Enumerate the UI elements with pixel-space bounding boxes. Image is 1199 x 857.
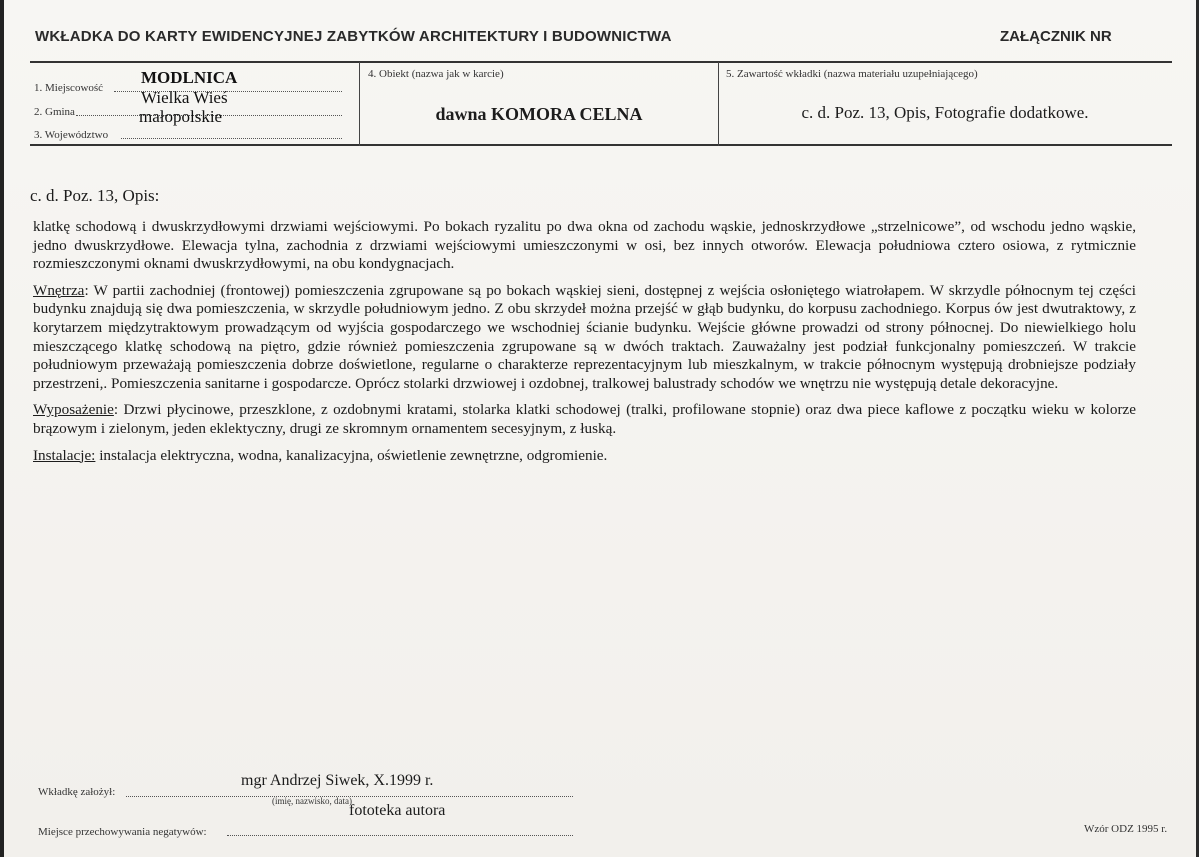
author-label: Wkładkę założył: xyxy=(38,786,116,798)
storage-dotted-line xyxy=(227,835,573,836)
place-value: MODLNICA xyxy=(141,68,238,87)
object-label: 4. Obiekt (nazwa jak w karcie) xyxy=(368,68,504,80)
form-reference: Wzór ODZ 1995 r. xyxy=(1084,823,1168,835)
paragraph-interior xyxy=(33,282,1136,394)
voivodeship-dotted-line xyxy=(121,138,342,139)
paragraph-elevations: klatkę schodową i dwuskrzydłowymi drzwiami wejściowymi. Po bokach ryzalitu po dwa okna od zachodu wąskie, jednoskrzydłowe „strzelnicowe”, od wschodu jedno wąskie, jedno dwuskrzydłowe. Elewacja tylna, zachodnia z drzwiami wejściowymi umieszczonymi w osi, bez innych otworów. Elewacja południowa cztero osiowa, z rytmicznie rozmieszczonymi oknami dwuskrzydłowymi, na obu kondygnacjach. xyxy=(33,218,1136,273)
header-bottom-rule xyxy=(30,144,1172,146)
place-label: 1. Miejscowość xyxy=(34,82,104,94)
object-value xyxy=(360,104,718,125)
equipment-label: Wyposażenie xyxy=(33,401,114,419)
paragraph-installations xyxy=(33,447,1136,466)
commune-label: 2. Gmina xyxy=(34,106,75,118)
header-top-rule xyxy=(30,61,1172,63)
voivodeship-label: 3. Województwo xyxy=(34,129,109,141)
installations-label: Instalacje: xyxy=(33,446,96,464)
equipment-text: : Drzwi płycinowe, przeszklone, z ozdobnymi kratami, stolarka klatki schodowej (tralki, profilowane stopnie) oraz dwa piece kaflowe z początku wieku w kolorze brązowym i zielonym, jeden eklektyczny, drugi ze skromnym ornamentem secesyjnym, z łuską. xyxy=(33,401,1136,437)
voivodeship-value: małopolskie xyxy=(139,107,223,126)
commune-value: Wielka Wieś xyxy=(141,88,228,107)
contents-value: c. d. Poz. 13, Opis, Fotografie dodatkowe. xyxy=(801,103,1089,122)
contents-label: 5. Zawartość wkładki (nazwa materiału uzupełniającego) xyxy=(726,68,978,80)
installations-text: instalacja elektryczna, wodna, kanalizacyjna, oświetlenie zewnętrzne, odgromienie. xyxy=(95,446,608,464)
storage-value: fototeka autora xyxy=(349,802,446,819)
object-value-name: KOMORA CELNA xyxy=(491,104,643,124)
interior-label: Wnętrza xyxy=(33,281,85,299)
form-title: WKŁADKA DO KARTY EWIDENCYJNEJ ZABYTKÓW ARCHITEKTURY I BUDOWNICTWA xyxy=(35,28,672,45)
paragraph-equipment xyxy=(33,401,1136,438)
object-value-prefix: dawna xyxy=(435,104,487,124)
author-value: mgr Andrzej Siwek, X.1999 r. xyxy=(241,772,434,789)
storage-label: Miejsce przechowywania negatywów: xyxy=(38,826,207,838)
description-text xyxy=(33,218,1136,473)
author-caption: (imię, nazwisko, data) xyxy=(272,796,352,806)
annex-number-label: ZAŁĄCZNIK NR xyxy=(1000,28,1112,45)
section-heading: c. d. Poz. 13, Opis: xyxy=(30,186,160,205)
interior-text: : W partii zachodniej (frontowej) pomieszczenia zgrupowane są po bokach wąskiej sieni, dostępnej z wejścia osłoniętego wiatrołapem. W skrzydle północnym tej części budynku znajdują się dwa pomieszczenia, w skrzydle południowym jedno. Z obu skrzydeł można przejść w głąb budynku, do korpusu zachodniego. Korpus ów jest dwutraktowy, z korytarzem międzytraktowym prowadzącym od wyjścia gospodarczego we wschodniej ścianie budynku. Wejście główne prowadzi od strony północnej. Do niewielkiego holu mieszczącego klatkę schodową na piętro, gdzie również pomieszczenia zgrupowane są w dwóch traktach. Zauważalny jest podział funkcjonalny pomieszczeń. W trakcie południowym przeważają pomieszczenia dobrze doświetlone, regularne o charakterze reprezentacyjnym lub mieszkalnym, w trakcie północnym występują drobniejsze podziały przestrzeni,. Pomieszczenia sanitarne i gospodarcze. Oprócz stolarki drzwiowej i ozdobnej, tralkowej balustrady schodów we wnętrzu nie występują detale dekoracyjne. xyxy=(33,281,1136,392)
